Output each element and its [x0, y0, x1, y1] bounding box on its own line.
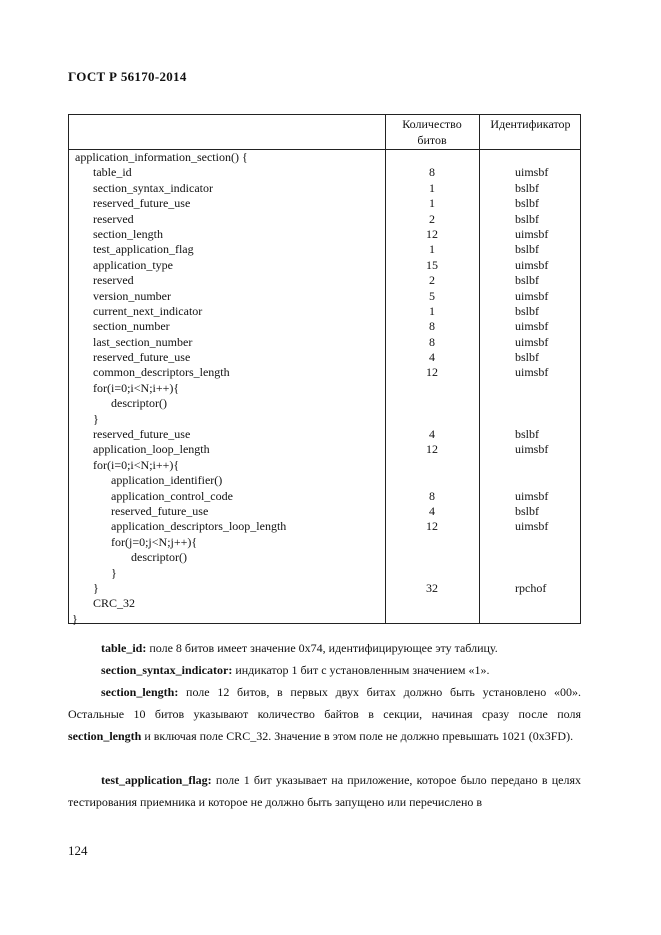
syntax-cell: for(i=0;i<N;i++){ — [93, 380, 180, 395]
table-row — [69, 304, 580, 319]
table-row — [69, 335, 580, 350]
table-row — [69, 350, 580, 365]
syntax-cell: section_length — [93, 226, 163, 241]
term-inline: section_length — [68, 729, 142, 743]
syntax-cell: application_information_section() { — [75, 150, 248, 164]
bits-cell: 1 — [429, 242, 435, 257]
table-row — [69, 396, 580, 411]
table-row — [69, 442, 580, 457]
syntax-cell: version_number — [93, 288, 171, 303]
identifier-cell: bslbf — [515, 196, 539, 211]
definition: поле 8 битов имеет значение 0x74, идентифицирующее эту таблицу. — [146, 641, 498, 655]
syntax-cell: section_syntax_indicator — [93, 180, 213, 195]
term: section_syntax_indicator: — [101, 663, 233, 677]
table-row — [69, 319, 580, 334]
page-number: 124 — [68, 843, 88, 858]
table-row — [69, 212, 580, 227]
bits-cell: 1 — [429, 180, 435, 195]
term: test_application_flag: — [101, 773, 212, 787]
identifier-cell: uimsbf — [515, 365, 549, 380]
table-row — [69, 165, 580, 180]
table-row — [69, 535, 580, 550]
table-row — [69, 489, 580, 504]
definition: поле 12 битов, в первых двух битах должно быть установлено «00». Остальные 10 битов указывают количество байтов в секции, начиная сразу после поля — [68, 685, 581, 721]
identifier-cell: rpchof — [515, 580, 547, 595]
table-row — [69, 550, 580, 565]
term: table_id: — [101, 641, 147, 655]
syntax-cell: for(i=0;i<N;i++){ — [93, 457, 180, 472]
syntax-cell: CRC_32 — [93, 596, 136, 611]
bits-cell: 1 — [429, 303, 435, 318]
bits-cell: 12 — [426, 519, 438, 534]
bits-cell: 8 — [429, 488, 435, 503]
paragraph-test-application-flag — [68, 769, 581, 813]
table-row — [69, 596, 580, 611]
syntax-cell: application_type — [93, 257, 173, 272]
table-body — [69, 150, 580, 627]
table-row — [69, 365, 580, 380]
column-header-bits: Количество битов — [402, 117, 462, 147]
identifier-cell: uimsbf — [515, 488, 549, 503]
paragraph-table-id — [68, 637, 581, 659]
syntax-cell: current_next_indicator — [93, 303, 203, 318]
bits-cell: 4 — [429, 350, 435, 365]
syntax-cell: common_descriptors_length — [93, 365, 230, 380]
identifier-cell: bslbf — [515, 350, 539, 365]
bits-cell: 2 — [429, 273, 435, 288]
identifier-cell: uimsbf — [515, 442, 549, 457]
table-row — [69, 566, 580, 581]
bits-cell: 1 — [429, 196, 435, 211]
syntax-cell: table_id — [93, 165, 132, 180]
syntax-cell: reserved — [93, 211, 134, 226]
syntax-cell: } — [111, 565, 117, 580]
syntax-cell: reserved_future_use — [111, 503, 209, 518]
bits-cell: 8 — [429, 334, 435, 349]
table-row — [69, 381, 580, 396]
identifier-cell: bslbf — [515, 273, 539, 288]
table-row — [69, 612, 580, 627]
identifier-cell: bslbf — [515, 242, 539, 257]
table-row — [69, 504, 580, 519]
syntax-cell: application_control_code — [111, 488, 233, 503]
table-row — [69, 150, 580, 165]
syntax-cell: section_number — [93, 319, 170, 334]
table-row — [69, 289, 580, 304]
table-row — [69, 273, 580, 288]
table-row — [69, 519, 580, 534]
syntax-cell: for(j=0;j<N;j++){ — [111, 534, 198, 549]
table-row — [69, 258, 580, 273]
identifier-cell: bslbf — [515, 303, 539, 318]
document-header: ГОСТ Р 56170-2014 — [68, 69, 187, 84]
term: section_length: — [101, 685, 179, 699]
identifier-cell: uimsbf — [515, 165, 549, 180]
identifier-cell: bslbf — [515, 503, 539, 518]
syntax-cell: reserved_future_use — [93, 427, 191, 442]
table-row — [69, 227, 580, 242]
identifier-cell: uimsbf — [515, 226, 549, 241]
paragraph-section-length — [68, 681, 581, 747]
identifier-cell: uimsbf — [515, 257, 549, 272]
identifier-cell: bslbf — [515, 427, 539, 442]
paragraph-section-syntax-indicator — [68, 659, 581, 681]
identifier-cell: uimsbf — [515, 519, 549, 534]
bits-cell: 8 — [429, 319, 435, 334]
syntax-cell: } — [93, 411, 99, 426]
syntax-cell: descriptor() — [131, 550, 187, 565]
syntax-cell: application_descriptors_loop_length — [111, 519, 287, 534]
table-row — [69, 427, 580, 442]
column-header-identifier: Идентификатор — [490, 117, 571, 131]
bits-cell: 4 — [429, 503, 435, 518]
definition-cont: и включая поле CRC_32. Значение в этом поле не должно превышать 1021 (0x3FD). — [141, 729, 574, 743]
syntax-cell: application_loop_length — [93, 442, 210, 457]
bits-cell: 12 — [426, 442, 438, 457]
bits-cell: 2 — [429, 211, 435, 226]
table-row — [69, 473, 580, 488]
syntax-cell: } — [93, 580, 99, 595]
table-row — [69, 458, 580, 473]
identifier-cell: uimsbf — [515, 319, 549, 334]
table-row — [69, 242, 580, 257]
definition: поле 1 бит указывает на приложение, которое было передано в целях тестирования приемника и которое не должно быть запущено или перечислено в — [68, 773, 581, 809]
syntax-cell: descriptor() — [111, 396, 167, 411]
bits-cell: 12 — [426, 365, 438, 380]
identifier-cell: uimsbf — [515, 288, 549, 303]
table-row — [69, 196, 580, 211]
syntax-cell: reserved_future_use — [93, 350, 191, 365]
syntax-cell: reserved — [93, 273, 134, 288]
syntax-cell: test_application_flag — [93, 242, 194, 257]
syntax-cell: reserved_future_use — [93, 196, 191, 211]
identifier-cell: bslbf — [515, 211, 539, 226]
table-row — [69, 581, 580, 596]
syntax-table — [68, 114, 581, 624]
bits-cell: 4 — [429, 427, 435, 442]
syntax-cell: application_identifier() — [111, 473, 223, 488]
table-row — [69, 181, 580, 196]
syntax-cell: last_section_number — [93, 334, 193, 349]
identifier-cell: bslbf — [515, 180, 539, 195]
bits-cell: 15 — [426, 257, 438, 272]
bits-cell: 12 — [426, 226, 438, 241]
bits-cell: 5 — [429, 288, 435, 303]
table-row — [69, 412, 580, 427]
bits-cell: 8 — [429, 165, 435, 180]
bits-cell: 32 — [426, 580, 438, 595]
definition: индикатор 1 бит с установленным значением «1». — [232, 663, 490, 677]
syntax-cell: } — [72, 611, 78, 626]
identifier-cell: uimsbf — [515, 334, 549, 349]
